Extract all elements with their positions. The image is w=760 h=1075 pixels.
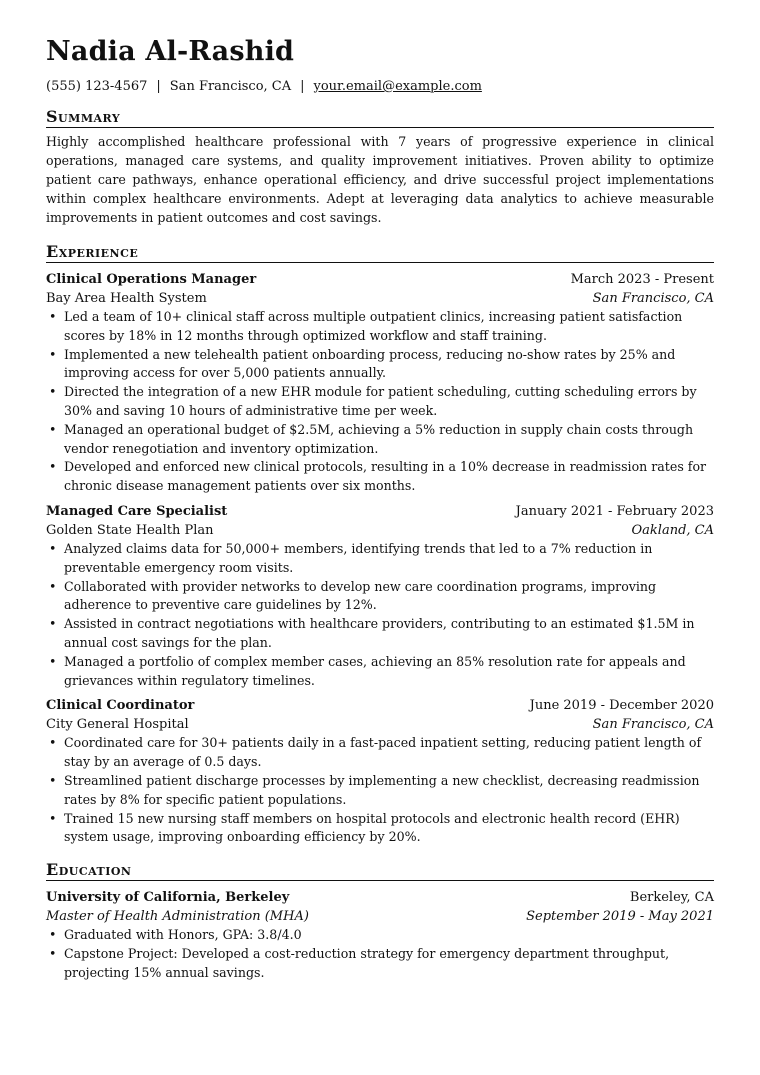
bullet-item: • Implemented a new telehealth patient onboarding process, reducing no-show rates by 25% and improving access for over 5,000 patients annually.	[46, 346, 714, 384]
job-dates: January 2021 - February 2023	[515, 503, 714, 519]
bullet-item: • Analyzed claims data for 50,000+ members, identifying trends that led to a 7% reduction in preventable emergency room visits.	[46, 540, 714, 578]
bullet-item: • Developed and enforced new clinical protocols, resulting in a 10% decrease in readmission rates for chronic disease management patients over six months.	[46, 458, 714, 496]
job-subheader	[46, 715, 714, 734]
job-location: San Francisco, CA	[592, 717, 714, 733]
section-title-education: Education	[46, 860, 714, 881]
bullet-item: • Managed a portfolio of complex member cases, achieving an 85% resolution rate for appeals and grievances within regulatory timelines.	[46, 653, 714, 691]
school-location: Berkeley, CA	[629, 890, 714, 905]
bullet-item: • Coordinated care for 30+ patients daily in a fast-paced inpatient setting, reducing patient length of stay by an average of 0.5 days.	[46, 734, 714, 772]
job-title: Clinical Operations Manager	[46, 272, 257, 287]
bullet-item: • Assisted in contract negotiations with healthcare providers, contributing to an estimated $1.5M in annual cost savings for the plan.	[46, 615, 714, 653]
school-name: University of California, Berkeley	[46, 890, 290, 905]
contact-line	[46, 78, 482, 96]
job-header	[46, 696, 714, 715]
bullet-item: • Streamlined patient discharge processes by implementing a new checklist, decreasing readmission rates by 8% for specific patient populations.	[46, 772, 714, 810]
employer: Bay Area Health System	[46, 291, 207, 306]
job-entry	[46, 270, 714, 496]
summary-section	[46, 107, 714, 227]
bullet-item: • Managed an operational budget of $2.5M, achieving a 5% reduction in supply chain costs through vendor renegotiation and inventory optimization.	[46, 421, 714, 459]
bullet-item: • Capstone Project: Developed a cost-reduction strategy for emergency department throughput, projecting 15% annual savings.	[46, 945, 714, 983]
job-bullets	[46, 540, 714, 690]
location: San Francisco, CA	[169, 79, 292, 94]
separator: |	[156, 79, 161, 94]
education-dates: September 2019 - May 2021	[526, 909, 714, 924]
summary-text: Highly accomplished healthcare professional with 7 years of progressive experience in clinical operations, managed care systems, and quality improvement initiatives. Proven ability to optimize patient care pathways, enhance operational efficiency, and drive successful project implementations within complex healthcare environments. Adept at leveraging data analytics to achieve measurable improvements in patient outcomes and cost savings.	[46, 134, 714, 225]
bullet-item: • Collaborated with provider networks to develop new care coordination programs, improving adherence to preventive care guidelines by 12%.	[46, 578, 714, 616]
phone-number: (555) 123-4567	[46, 79, 148, 94]
job-title: Managed Care Specialist	[46, 503, 228, 519]
job-bullets	[46, 734, 714, 847]
section-title-summary: Summary	[46, 107, 714, 128]
education-section	[46, 860, 714, 982]
job-subheader	[46, 521, 714, 540]
separator: |	[300, 79, 305, 94]
job-dates: June 2019 - December 2020	[529, 698, 714, 714]
education-entry	[46, 888, 714, 982]
employer: Golden State Health Plan	[46, 522, 214, 538]
section-title-experience: Experience	[46, 242, 714, 263]
job-entry	[46, 502, 714, 690]
experience-section	[46, 242, 714, 847]
candidate-name: Nadia Al-Rashid	[46, 36, 295, 67]
bullet-item: • Led a team of 10+ clinical staff across multiple outpatient clinics, increasing patient satisfaction scores by 18% in 12 months through optimized workflow and staff training.	[46, 308, 714, 346]
job-location: Oakland, CA	[631, 522, 714, 538]
job-header	[46, 270, 714, 289]
education-header	[46, 888, 714, 907]
education-subheader	[46, 907, 714, 926]
job-header	[46, 502, 714, 521]
education-bullets	[46, 926, 714, 982]
bullet-item: • Trained 15 new nursing staff members on hospital protocols and electronic health record (EHR) system usage, improving onboarding efficiency by 20%.	[46, 810, 714, 848]
job-title: Clinical Coordinator	[46, 698, 195, 714]
job-entry	[46, 696, 714, 847]
bullet-item: • Graduated with Honors, GPA: 3.8/4.0	[46, 926, 714, 945]
employer: City General Hospital	[46, 717, 189, 733]
bullet-item: • Directed the integration of a new EHR module for patient scheduling, cutting scheduling errors by 30% and saving 10 hours of administrative time per week.	[46, 383, 714, 421]
email-link[interactable]: your.email@example.com	[313, 79, 482, 94]
job-bullets	[46, 308, 714, 496]
job-location: San Francisco, CA	[592, 291, 714, 306]
degree: Master of Health Administration (MHA)	[46, 909, 309, 924]
job-dates: March 2023 - Present	[570, 272, 714, 287]
job-subheader	[46, 289, 714, 308]
